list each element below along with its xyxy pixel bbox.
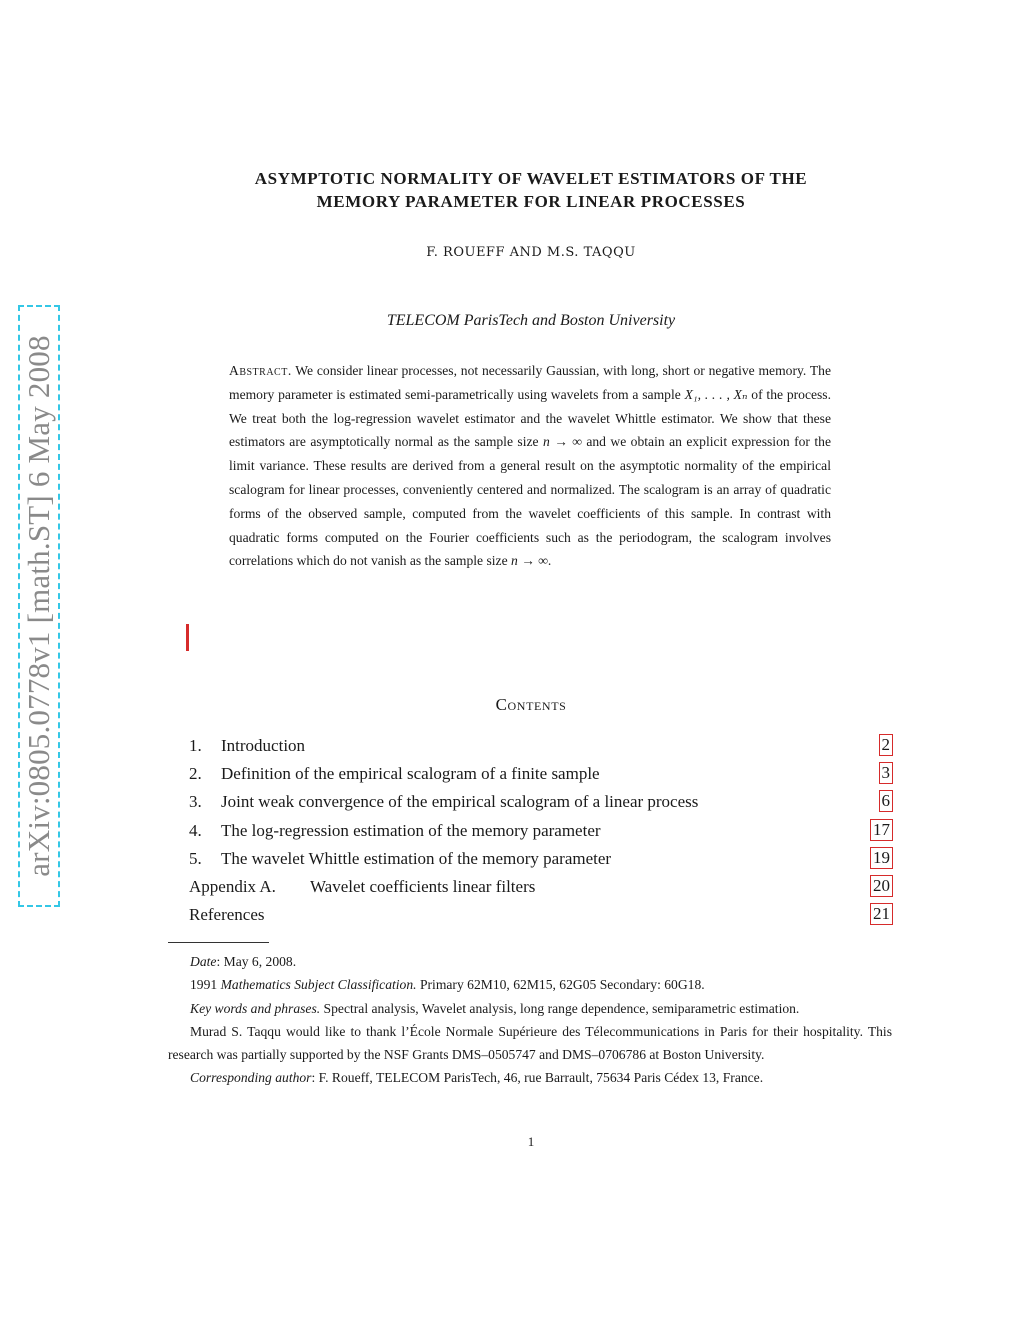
page-number: 1 xyxy=(527,1134,535,1149)
title-line-1: ASYMPTOTIC NORMALITY OF WAVELET ESTIMATORS OF THE xyxy=(254,169,808,188)
title-line-2: MEMORY PARAMETER FOR LINEAR PROCESSES xyxy=(316,192,746,211)
toc-item-definition[interactable] xyxy=(189,761,893,789)
abstract-math-limit-2: n → ∞ xyxy=(511,553,548,569)
abstract xyxy=(229,359,831,573)
toc-title: Definition of the empirical scalogram of a finite sample xyxy=(221,764,600,784)
toc-item-references[interactable] xyxy=(189,902,893,930)
footnote-divider xyxy=(168,942,269,943)
paper-title xyxy=(160,167,902,213)
footnote-thanks: Murad S. Taqqu would like to thank l’École Normale Supérieure des Télecommunications in Paris for their hospitality. This research was partially supported by the NSF Grants DMS–0505747 and DMS–0706786 at Boston University. xyxy=(168,1023,892,1063)
toc-number: 1. xyxy=(189,736,202,755)
footnote-keywords xyxy=(168,997,892,1020)
msc-label: Mathematics Subject Classification. xyxy=(220,977,417,993)
abstract-text-2: of the process. We treat both the log-regression wavelet estimator and the wavelet Whittle estimator. We show that these estimators are asymptotically normal as the sample size xyxy=(229,386,831,450)
toc-number: 3. xyxy=(189,792,202,812)
corresponding-label: Corresponding author xyxy=(190,1070,312,1086)
toc-page-link[interactable]: 20 xyxy=(870,875,893,897)
authors: F. ROUEFF AND M.S. TAQQU xyxy=(426,245,636,260)
footnote-corresponding xyxy=(168,1066,892,1089)
abstract-label: Abstract. xyxy=(229,363,292,378)
abstract-math-limit-1: n → ∞ xyxy=(542,434,582,450)
toc-item-wavelet-whittle[interactable] xyxy=(189,846,893,874)
toc-title: Joint weak convergence of the empirical scalogram of a linear process xyxy=(221,792,699,812)
toc-number: Appendix A. xyxy=(189,876,276,896)
toc-number: 5. xyxy=(189,848,202,868)
toc-page-link[interactable]: 21 xyxy=(870,903,893,925)
msc-value: Primary 62M10, 62M15, 62G05 Secondary: 60G18. xyxy=(416,977,705,993)
toc-item-joint-weak-convergence[interactable] xyxy=(189,789,893,817)
toc-number: 4. xyxy=(189,820,202,840)
arxiv-stamp-text: arXiv:0805.0778v1 [math.ST] 6 May 2008 xyxy=(21,335,56,877)
keywords-value: Spectral analysis, Wavelet analysis, long range dependence, semiparametric estimation. xyxy=(320,1000,800,1016)
toc-number: 2. xyxy=(189,764,202,784)
toc-page-link[interactable]: 2 xyxy=(879,734,894,756)
keywords-label: Key words and phrases. xyxy=(190,1000,321,1016)
contents-heading: Contents xyxy=(495,695,567,714)
abstract-text-1: We consider linear processes, not necessarily Gaussian, with long, short or negative memory. The memory parameter is estimated semi-parametrically using wavelets from a sample xyxy=(229,363,831,402)
corresponding-value: : F. Roueff, TELECOM ParisTech, 46, rue Barrault, 75634 Paris Cédex 13, France. xyxy=(311,1070,764,1086)
change-bar-marker xyxy=(186,624,189,651)
toc-item-introduction[interactable] xyxy=(189,733,893,761)
toc-title: Introduction xyxy=(221,736,306,755)
toc-title: Wavelet coefficients linear filters xyxy=(310,876,536,896)
footnote-msc xyxy=(168,973,892,996)
footnotes xyxy=(168,950,892,1090)
toc-item-appendix-a[interactable] xyxy=(189,874,893,902)
toc-page-link[interactable]: 3 xyxy=(879,762,894,784)
affiliation: TELECOM ParisTech and Boston University xyxy=(386,312,676,329)
date-label: Date xyxy=(190,954,217,969)
toc-item-log-regression[interactable] xyxy=(189,818,893,846)
toc-title: The wavelet Whittle estimation of the memory parameter xyxy=(221,848,612,868)
toc-title: The log-regression estimation of the memory parameter xyxy=(221,820,601,840)
abstract-text-4: . xyxy=(547,553,552,569)
date-value: : May 6, 2008. xyxy=(216,954,297,969)
abstract-text-3: and we obtain an explicit expression for the limit variance. These results are derived from a general result on the asymptotic normality of the empirical scalogram for linear processes, conveniently centered and normalized. The scalogram is an array of quadratic forms of the observed sample, computed from the wavelet coefficients of this sample. In contrast with quadratic forms computed on the Fourier coefficients such as the periodogram, the scalogram involves correlations which do not vanish as the sample size xyxy=(229,434,831,569)
toc-number: References xyxy=(189,905,265,925)
table-of-contents xyxy=(189,733,893,930)
toc-page-link[interactable]: 17 xyxy=(870,819,893,841)
toc-page-link[interactable]: 6 xyxy=(879,790,894,812)
msc-prefix: 1991 xyxy=(190,977,221,993)
footnote-date xyxy=(168,950,892,973)
abstract-math-sample: X₁, . . . , Xₙ xyxy=(684,386,748,402)
toc-page-link[interactable]: 19 xyxy=(870,847,893,869)
